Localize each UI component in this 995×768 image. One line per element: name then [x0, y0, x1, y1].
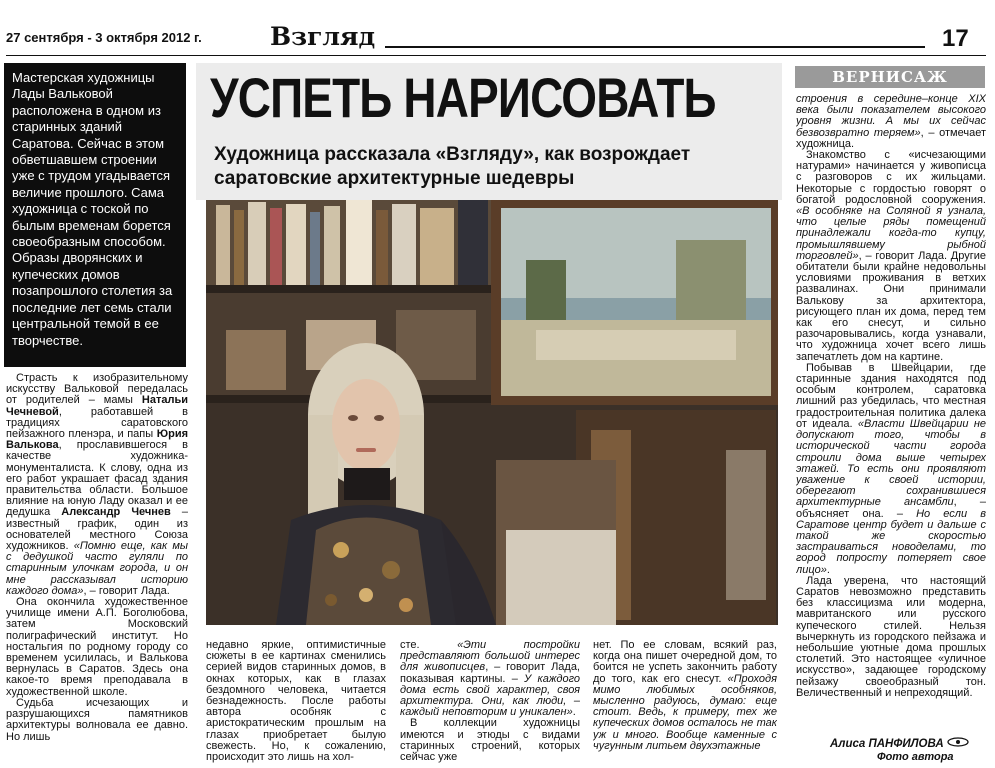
col1-paragraph-3: Судьба исчезающих и разрушающихся памятников архитектуры волновала ее давно. Но лишь	[6, 696, 188, 743]
article-photo	[206, 200, 778, 625]
col1-paragraph-2: Она окончила художественное училище имени А.П. Боголюбова, затем Московский полиграфический институт. Но ностальгия по родному городу со временем усилилась, и Валькова вернулась в Саратов. Здесь она какое-то время преподавала в художественной школе.	[6, 596, 188, 698]
subtitle: Художница рассказала «Взгляду», как возрождает саратовские архитектурные шедевры	[214, 144, 691, 189]
col1-paragraph-1: Страсть к изобразительному искусству Вальковой передалась от родителей – мамы Натальи Чечневой, работавшей в традициях саратовского пейзажного пленэра, и папы Юрия Валькова, прославившегося в качестве художника-монументалиста. К слову, одна из его работ украшает фасад здания правительства области. Большое влияние на юную Ладу оказал и ее дедушка Александр Чечнев – известный график, один из основателей местного Союза художников. «Помню еще, как мы с дедушкой часто гуляли по старинным улочкам города, и он мне рассказывал историю каждого дома», – говорит Лада.	[6, 373, 188, 597]
text-column-3	[400, 640, 580, 768]
col3-paragraph-1: сте. «Эти постройки представляют большой интерес для живописцев, – говорит Лада, показывая картины. – У каждого дома есть свой характер, своя архитектура. Они, как люди, – каждый неповторим и уникален».	[400, 640, 580, 719]
text-column-5	[796, 94, 986, 734]
col5-paragraph-2: Знакомство с «исчезающими натурами» начинается у живописца с разговоров с их жильцами. Некоторые с гордостью говорят о богатой родословной сооружения. «В особняке на Соляной я узнала, что целые ряды помещений принадлежали когда-то купцу, промышлявшему рыбной торговлей», – говорит Лада. Другие обитатели были крайне недовольны условиями проживания в ветхих развалинах. Они принимали Валькову за архитектора, рисующего план их дома, перед тем как его снесут, и сильно разочаровывались, когда узнавали, что художница хочет всего лишь запечатлеть дом на картине.	[796, 149, 986, 363]
name-alexander: Александр Чечнев	[61, 506, 171, 519]
section-rubric: ВЕРНИСАЖ	[795, 66, 985, 88]
col4-paragraph-1: нет. По ее словам, всякий раз, когда она пишет очередной дом, то боится не успеть закончить работу до того, как его снесут. «Проходя мимо любимых особняков, мысленно радуюсь, думаю: еще стоит. Ведь, к примеру, тех же купеческих домов осталось не так уж и много. Вообще каменные с чугунным литьем двухэтажные	[593, 640, 777, 752]
header-underline	[385, 46, 925, 48]
text-column-2	[206, 640, 386, 768]
col3-paragraph-2: В коллекции художницы имеются и этюды с видами старинных строений, которых сейчас уже	[400, 717, 580, 764]
newspaper-name: Взгляд	[270, 22, 376, 51]
name-yuri: Юрия Валькова	[6, 428, 188, 452]
text-column-1	[6, 373, 188, 768]
lead-paragraph: Мастерская художницы Лады Вальковой расположена в одном из старинных зданий Саратова. Сейчас в этом обветшавшем строении уже с трудом угадывается величие прошлого. Сама художница с тоской по былым временам борется своеобразным способом. Образы дворянских и купеческих домов позапрошлого столетия за последние лет семь стали центральной темой в ее творчестве.	[4, 63, 186, 367]
col5-paragraph-3: Побывав в Швейцарии, где старинные здания находятся под особым контролем, саратовка лишний раз убедилась, что местная градостроительная политика далека от идеала. «Власти Швейцарии не допускают того, чтобы в исторической части города строили дома выше четырех этажей. То есть они проявляют уважение к своей истории, оберегают сохранившиеся архитектурные ансамбли, – объясняет она. – Но если в Саратове центр будет и дальше с такой же скоростью застраиваться новоделами, то город попросту потеряет свое лицо».	[796, 361, 986, 576]
name-natalia: Натальи Чечневой	[6, 394, 188, 418]
author-logo-icon	[947, 737, 969, 750]
photo-credit: Фото автора	[877, 751, 954, 763]
header-rule	[6, 55, 986, 56]
page-number: 17	[942, 25, 969, 52]
col2-paragraph-1: недавно яркие, оптимистичные сюжеты в ее картинах сменились серией видов старинных домов, в окнах которых, как в глазах бездомного человека, читается безнадежность. После работы автора особняк с аристократическим прошлым на глазах приобретает былую свежесть. Но, к сожалению, происходит это лишь на хол-	[206, 640, 386, 764]
text-column-4	[593, 640, 777, 768]
col5-paragraph-1: строения в середине–конце XIX века были показателем высокого уровня жизни. А мы их сейчас безвозвратно теряем», – отмечает художница.	[796, 94, 986, 150]
quote-1: «Помню еще, как мы с дедушкой часто гуляли по старинным улочкам города, и он мне рассказывал историю каждого дома»	[6, 540, 188, 597]
author-byline: Алиса ПАНФИЛОВА	[830, 737, 969, 750]
headline: УСПЕТЬ НАРИСОВАТЬ	[210, 66, 716, 129]
title-block	[196, 63, 782, 200]
photo-illustration	[206, 200, 778, 625]
col5-paragraph-4: Лада уверена, что настоящий Саратов невозможно представить без классицизма или модерна, мавританского или русского купеческого стилей. Нельзя вычеркнуть из городского пейзажа и небольшие уютные дома прошлых столетий. Это настоящее «уличное искусство», задающее городскому пейзажу своеобразный тон. Величественный и непреходящий.	[796, 574, 986, 699]
issue-date: 27 сентября - 3 октября 2012 г.	[6, 30, 202, 45]
